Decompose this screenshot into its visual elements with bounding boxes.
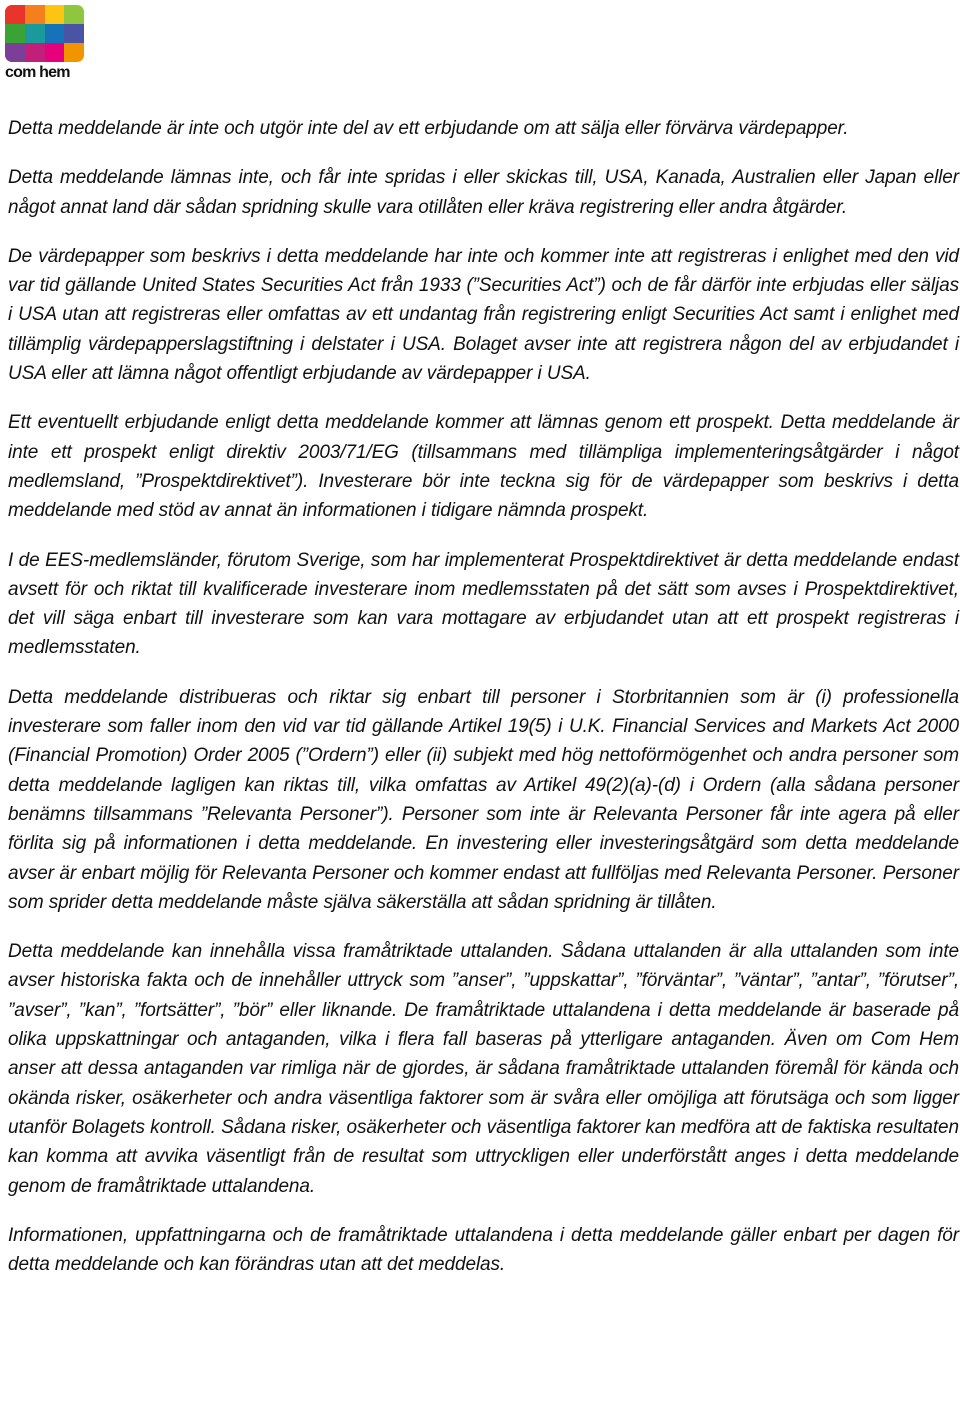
logo-tile [45, 43, 65, 62]
logo-tile [5, 5, 25, 24]
disclaimer-paragraph-7: Detta meddelande kan innehålla vissa framåtriktade uttalanden. Sådana uttalanden är alla uttalanden som inte avser historiska fakta och de innehåller uttryck som ”anser”, ”uppskattar”, ”förväntar”, ”väntar”, ”antar”, ”förutser”, ”avser”, ”kan”, ”fortsätter”, ”bör” eller liknande. De framåtriktade uttalandena i detta meddelande är baserade på olika uppskattningar och antaganden, vilka i flera fall baseras på ytterligare antaganden. Även om Com Hem anser att dessa antaganden var rimliga när de gjordes, är sådana framåtriktade uttalanden föremål för kända och okända risker, osäkerheter och andra väsentliga faktorer som är svåra eller omöjliga att förutsäga och som ligger utanför Bolagets kontroll. Sådana risker, osäkerheter och väsentliga faktorer kan medföra att de faktiska resultaten kan komma att avvika väsentligt från de resultat som uttryckligen eller underförstått anges i detta meddelande genom de framåtriktade uttalandena. [8, 941, 959, 1197]
logo-tile [64, 43, 84, 62]
logo-tile [5, 24, 25, 43]
disclaimer-paragraph-6: Detta meddelande distribueras och riktar sig enbart till personer i Storbritannien som är (i) professionella investerare som faller inom den vid var tid gällande Artikel 19(5) i U.K. Financial Services and Markets Act 2000 (Financial Promotion) Order 2005 (”Ordern”) eller (ii) subjekt med hög nettoförmögenhet och andra personer som detta meddelande lagligen kan riktas till, vilka omfattas av Artikel 49(2)(a)-(d) i Ordern (alla sådana personer benämns tillsammans ”Relevanta Personer”). Personer som inte är Relevanta Personer får inte agera på eller förlita sig på informationen i detta meddelande. En investering eller investeringsåtgärd som detta meddelande avser är enbart möjlig för Relevanta Personer och kommer endast att fullföljas med Relevanta Personer. Personer som sprider detta meddelande måste själva säkerställa att sådan spridning är tillåten. [8, 686, 959, 913]
disclaimer-paragraph-3: De värdepapper som beskrivs i detta meddelande har inte och kommer inte att registreras i enlighet med den vid var tid gällande United States Securities Act från 1933 (”Securities Act”) och de får därför inte erbjudas eller säljas i USA utan att registreras eller omfattas av ett undantag från registrering enligt Securities Act samt i enlighet med tillämplig värdepapperslagstiftning i delstater i USA. Bolaget avser inte att registrera någon del av erbjudandet i USA eller att lämna något offentligt erbjudande av värdepapper i USA. [8, 245, 959, 385]
logo-tile [45, 24, 65, 43]
logo-wordmark: com hem [5, 64, 70, 81]
disclaimer-paragraph-1: Detta meddelande är inte och utgör inte del av ett erbjudande om att sälja eller förvärva värdepapper. [8, 118, 849, 139]
com-hem-logo [5, 5, 85, 82]
logo-tile [64, 5, 84, 24]
logo-tile [5, 43, 25, 62]
disclaimer-paragraph-8: Informationen, uppfattningarna och de framåtriktade uttalandena i detta meddelande gäller enbart per dagen för detta meddelande och kan förändras utan att det meddelas. [8, 1224, 959, 1276]
logo-color-grid [5, 5, 84, 62]
disclaimer-body [8, 114, 959, 1299]
logo-tile [25, 43, 45, 62]
disclaimer-paragraph-4: Ett eventuellt erbjudande enligt detta meddelande kommer att lämnas genom ett prospekt. Detta meddelande är inte ett prospekt enligt direktiv 2003/71/EG (tillsammans med tillämpliga implementeringsåtgärder i något medlemsland, ”Prospektdirektivet”). Investerare bör inte teckna sig för de värdepapper som beskrivs i detta meddelande med stöd av annat än informationen i tidigare nämnda prospekt. [8, 412, 959, 522]
logo-tile [25, 24, 45, 43]
disclaimer-paragraph-5: I de EES-medlemsländer, förutom Sverige, som har implementerat Prospektdirektivet är detta meddelande endast avsett för och riktat till kvalificerade investerare inom medlemsstaten på det sätt som avses i Prospektdirektivet, det vill säga enbart till investerare som kan vara mottagare av erbjudandet utan att ett prospekt registreras i medlemsstaten. [8, 549, 959, 659]
logo-tile [25, 5, 45, 24]
disclaimer-paragraph-2: Detta meddelande lämnas inte, och får inte spridas i eller skickas till, USA, Kanada, Australien eller Japan eller något annat land där sådan spridning skulle vara otillåten eller kräva registrering eller andra åtgärder. [8, 167, 959, 218]
logo-tile [64, 24, 84, 43]
logo-tile [45, 5, 65, 24]
